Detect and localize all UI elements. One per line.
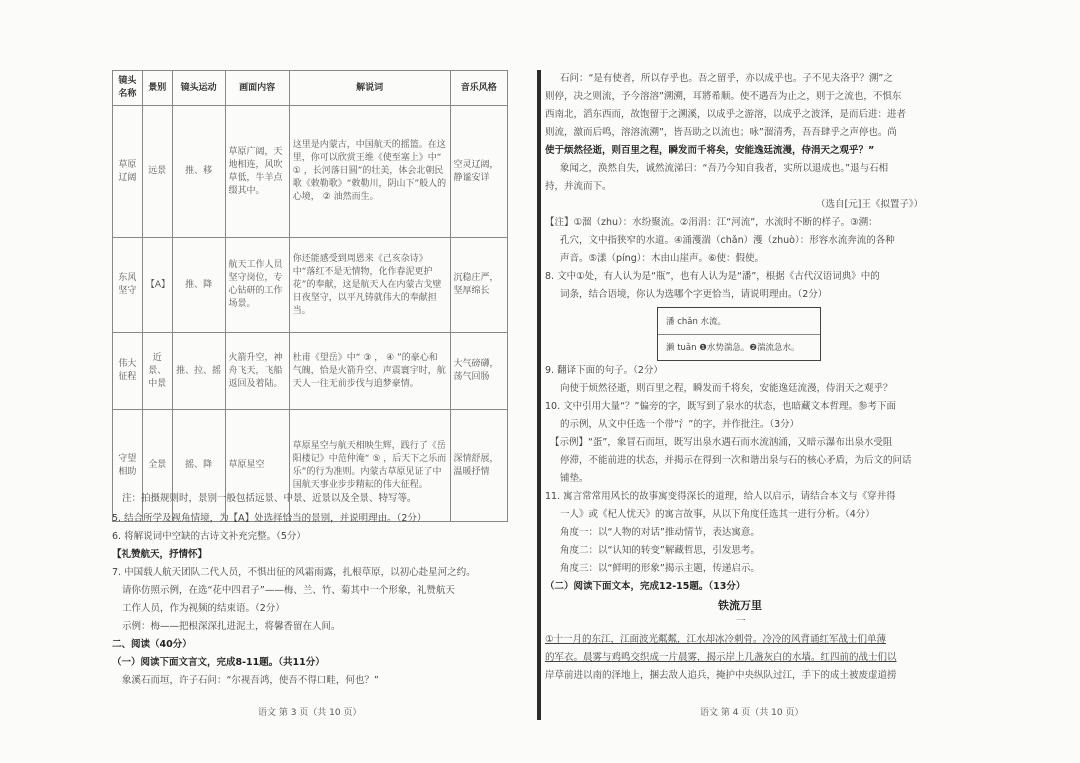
classical-text-line: 象溪石而垣，许子石问：“尔视吾鸿，使吾不得口畦，何也？” (122, 675, 379, 686)
table-header: 景别 (142, 71, 172, 106)
shot-content: 航天工作人员坚守岗位，专心钻研的工作场景。 (225, 238, 289, 333)
question-8-line-2: 词条，结合语境，你认为选哪个字更恰当，请说明理由。（2分） (560, 289, 828, 300)
table-row (113, 106, 508, 238)
shot-move: 推、移 (172, 106, 225, 238)
question-7-line-1: 7. 中国载人航天团队二代人员，不惧出征的风霜雨露，扎根草原，以初心赴星河之约。 (112, 567, 476, 578)
shot-scale: 【A】 (142, 238, 172, 333)
table-header-row (113, 71, 508, 106)
question-10-line-2: 的示例，从文中任选一个带“氵”的字，并作批注。（3分） (560, 419, 800, 430)
shot-narration: 杜甫《望岳》中“ ③ ， ④ ”的豪心和气魄，恰是火箭升空、声震寰宇时，航天人一往无前步伐与追梦豪情。 (289, 333, 450, 410)
dictionary-entry: 濑 tuǎn ❶水势湍急。❷湍流急水。 (666, 343, 800, 353)
table-header: 镜头运动 (172, 71, 225, 106)
classical-text-line: 则流，激而后鸣，溶溶流溯”，皆吾助之以流也；咏”溜清秀，吾吾肆乎之声停也。尚 (545, 127, 897, 138)
table-row (113, 238, 508, 333)
source-citation: （选自[元]王《拟置子》） (816, 199, 924, 210)
shot-content: 草原星空 (225, 410, 289, 522)
table-header: 画面内容 (225, 71, 289, 106)
question-10-line-1: 10. 文中引用大量“？”偏旁的字，既写到了泉水的状态，也暗藏文本哲理。参考下面 (545, 401, 896, 412)
table-header: 音乐风格 (450, 71, 507, 106)
reading-2-heading: （二）阅读下面文本，完成12-15题。（13分） (545, 581, 746, 592)
dictionary-entry: 潘 chǎn 水流。 (666, 317, 727, 327)
annotation-line: 孔穴，文中指狭窄的水道。④涌濩湍（chǎn）濩（zhuò）：形容水流奔流的各种 (560, 235, 895, 246)
table-note: 注：拍摄规则时，景别一般包括远景、中景、近景以及全景、特写等。 (122, 493, 417, 504)
classical-text-line: 则停，决之则流，予今溶溶”溯溯，耳將希顺。使不遇吾为止之，则于之流也，不惧东 (545, 91, 902, 102)
essay-line: 岸草前进以南的泽地上，捆去敌人追兵，掩护中央纵队过江，手下的成土被废虚道捞 (545, 670, 897, 681)
shot-name: 伟大征程 (113, 333, 143, 410)
angle-option: 角度一：以“人物的对话”推动情节，表达寓意。 (560, 527, 760, 538)
shot-narration: 草原星空与航天相映生辉，践行了《岳阳楼记》中范仲淹“ ⑤ ，后天下之乐而乐”的行为准则。内蒙古草原见证了中国航天事业步步精耘的伟大征程。 (289, 410, 450, 522)
shot-table (112, 70, 508, 522)
annotation-line: 【注】①溜（zhu）：水纷聚流。②涓涓：江“河流”，水流时不断的样子。③溯： (545, 217, 878, 228)
question-8-line-1: 8. 文中①处，有人认为是“瓶”，也有人认为是“潘”，根据《古代汉语词典》中的 (545, 271, 880, 282)
essay-title: 铁流万里 (718, 599, 762, 612)
shot-name: 东风坚守 (113, 238, 143, 333)
classical-text-line: 持，并流而下。 (545, 181, 612, 192)
example-line: 铺垫。 (560, 473, 589, 484)
question-5: 5. 结合所学及视角情境，为【A】处选择恰当的景别，并说明理由。（2分） (112, 513, 427, 524)
dictionary-box (657, 307, 821, 361)
page-footer-3: 语文 第 3 页（共 10 页） (258, 708, 362, 718)
shot-music: 大气磅礴，荡气回肠 (450, 333, 507, 410)
question-9-sentence: 向使于烦然径逝，则百里之程，瞬发而千将矣，安能逸廷流漫，侍涓天之观乎？ (560, 383, 893, 394)
question-6: 6. 将解说词中空缺的古诗文补充完整。（5分） (112, 531, 306, 542)
section-heading: 【礼赞航天，抒情怀】 (112, 549, 208, 560)
essay-line: ①十一月的东江，江面波光粼粼，江水却冰冷刺骨。冷冷的风背诵红军战士们单薄 (545, 634, 887, 645)
essay-section-number: 一 (736, 616, 746, 627)
table-header: 镜头名称 (113, 71, 143, 106)
angle-option: 角度三：以“鲜明的形象”揭示主题，传递启示。 (560, 563, 760, 574)
table-row (113, 333, 508, 410)
shot-narration: 这里是内蒙古，中国航天的摇篮。在这里，你可以欣赏王维《使至塞上》中“ ① ，长河落日圆”的壮美，体会北朝民歌《敕勒歌》“敕勒川，阴山下”般人的心境， ② 油然而生。 (289, 106, 450, 238)
example-line: 停滞，不能前进的状态，并揭示在得到一次和谐出泉与石的核心矛盾，为后文的问话 (560, 455, 912, 466)
question-7-line-2: 请你仿照示例，在选“花中四君子”——梅、兰、竹、菊其中一个形象，礼赞航天 (122, 585, 455, 596)
annotation-line: 声音。⑤漾（píng）：木由山崖声。⑥使：假使。 (560, 253, 765, 264)
shot-content: 草原广阔，天地相连，风吹草低，牛羊点缀其中。 (225, 106, 289, 238)
part-2-heading: 二、阅读（40分） (112, 639, 192, 650)
classical-text-line: 西南北，滔东西而，故饱留于之溯溪，以成乎之游溶，以成乎之波泽，是而后进：进者 (545, 109, 907, 120)
shot-music: 空灵辽阔，静谧安详 (450, 106, 507, 238)
question-7-example: 示例：梅——把根深深扎进泥土，将馨香留在人间。 (122, 621, 341, 632)
reading-1-heading: （一）阅读下面文言文，完成8-11题。（共11分） (112, 657, 325, 668)
shot-content: 火箭升空，神舟飞天，飞船返回及着陆。 (225, 333, 289, 410)
shot-music: 深情舒展，温暖抒情 (450, 410, 507, 522)
shot-scale: 远景 (142, 106, 172, 238)
shot-scale: 全景 (142, 410, 172, 522)
essay-line: 的军衣。晨雾与鸡鸣交织成一片晨雾，揭示岸上几盏灰白的水墙。红四前的战士们以 (545, 652, 897, 663)
angle-option: 角度二：以“认知的转变”解藏哲思，引发思考。 (560, 545, 760, 556)
question-7-line-3: 工作人员，作为视频的结束语。（2分） (122, 603, 285, 614)
shot-scale: 近景、中景 (142, 333, 172, 410)
page-footer-4: 语文 第 4 页（共 10 页） (700, 708, 804, 718)
shot-move: 摇、降 (172, 410, 225, 522)
example-line: 【示例】“蛋”，象冒石而垣，既写出泉水遇石而水流汹涌，又暗示瀑布出泉水受阻 (550, 437, 893, 448)
shot-name: 草原辽阔 (113, 106, 143, 238)
shot-move: 推、拉、摇 (172, 333, 225, 410)
question-11-line-1: 11. 寓言常常用风长的故事寓变得深长的道理，给人以启示，请结合本文与《穿井得 (545, 491, 896, 502)
dictionary-divider (658, 334, 820, 335)
shot-narration: 你还能感受到周恩来《己亥杂诗》中“落红不是无情物，化作春泥更护花”的奉献，这是航天人在内蒙古戈壁日夜坚守，以平凡铸就伟大的奉献担当。 (289, 238, 450, 333)
shot-music: 沉稳庄严，坚厚绵长 (450, 238, 507, 333)
question-11-line-2: 一人》或《杞人忧天》的寓言故事，从以下角度任选其一进行分析。（4分） (560, 509, 875, 520)
classical-text-line: 使于烦然径逝，则百里之程，瞬发而千将矣，安能逸廷流漫，侍涓天之观乎？” (545, 145, 875, 156)
shot-name: 守望相助 (113, 410, 143, 522)
classical-text-line: 象闻之，涣然自失，诚然流涕曰：“吾乃今知自我者，实所以退成也。”退与石相 (560, 163, 889, 174)
question-9: 9. 翻译下面的句子。（2分） (545, 365, 663, 376)
table-header: 解说词 (289, 71, 450, 106)
shot-move: 推、降 (172, 238, 225, 333)
classical-text-line: 石问：“是有使者，所以存乎也。吾之留乎，亦以成乎也。子不见夫洛乎？溯”之 (560, 73, 893, 84)
